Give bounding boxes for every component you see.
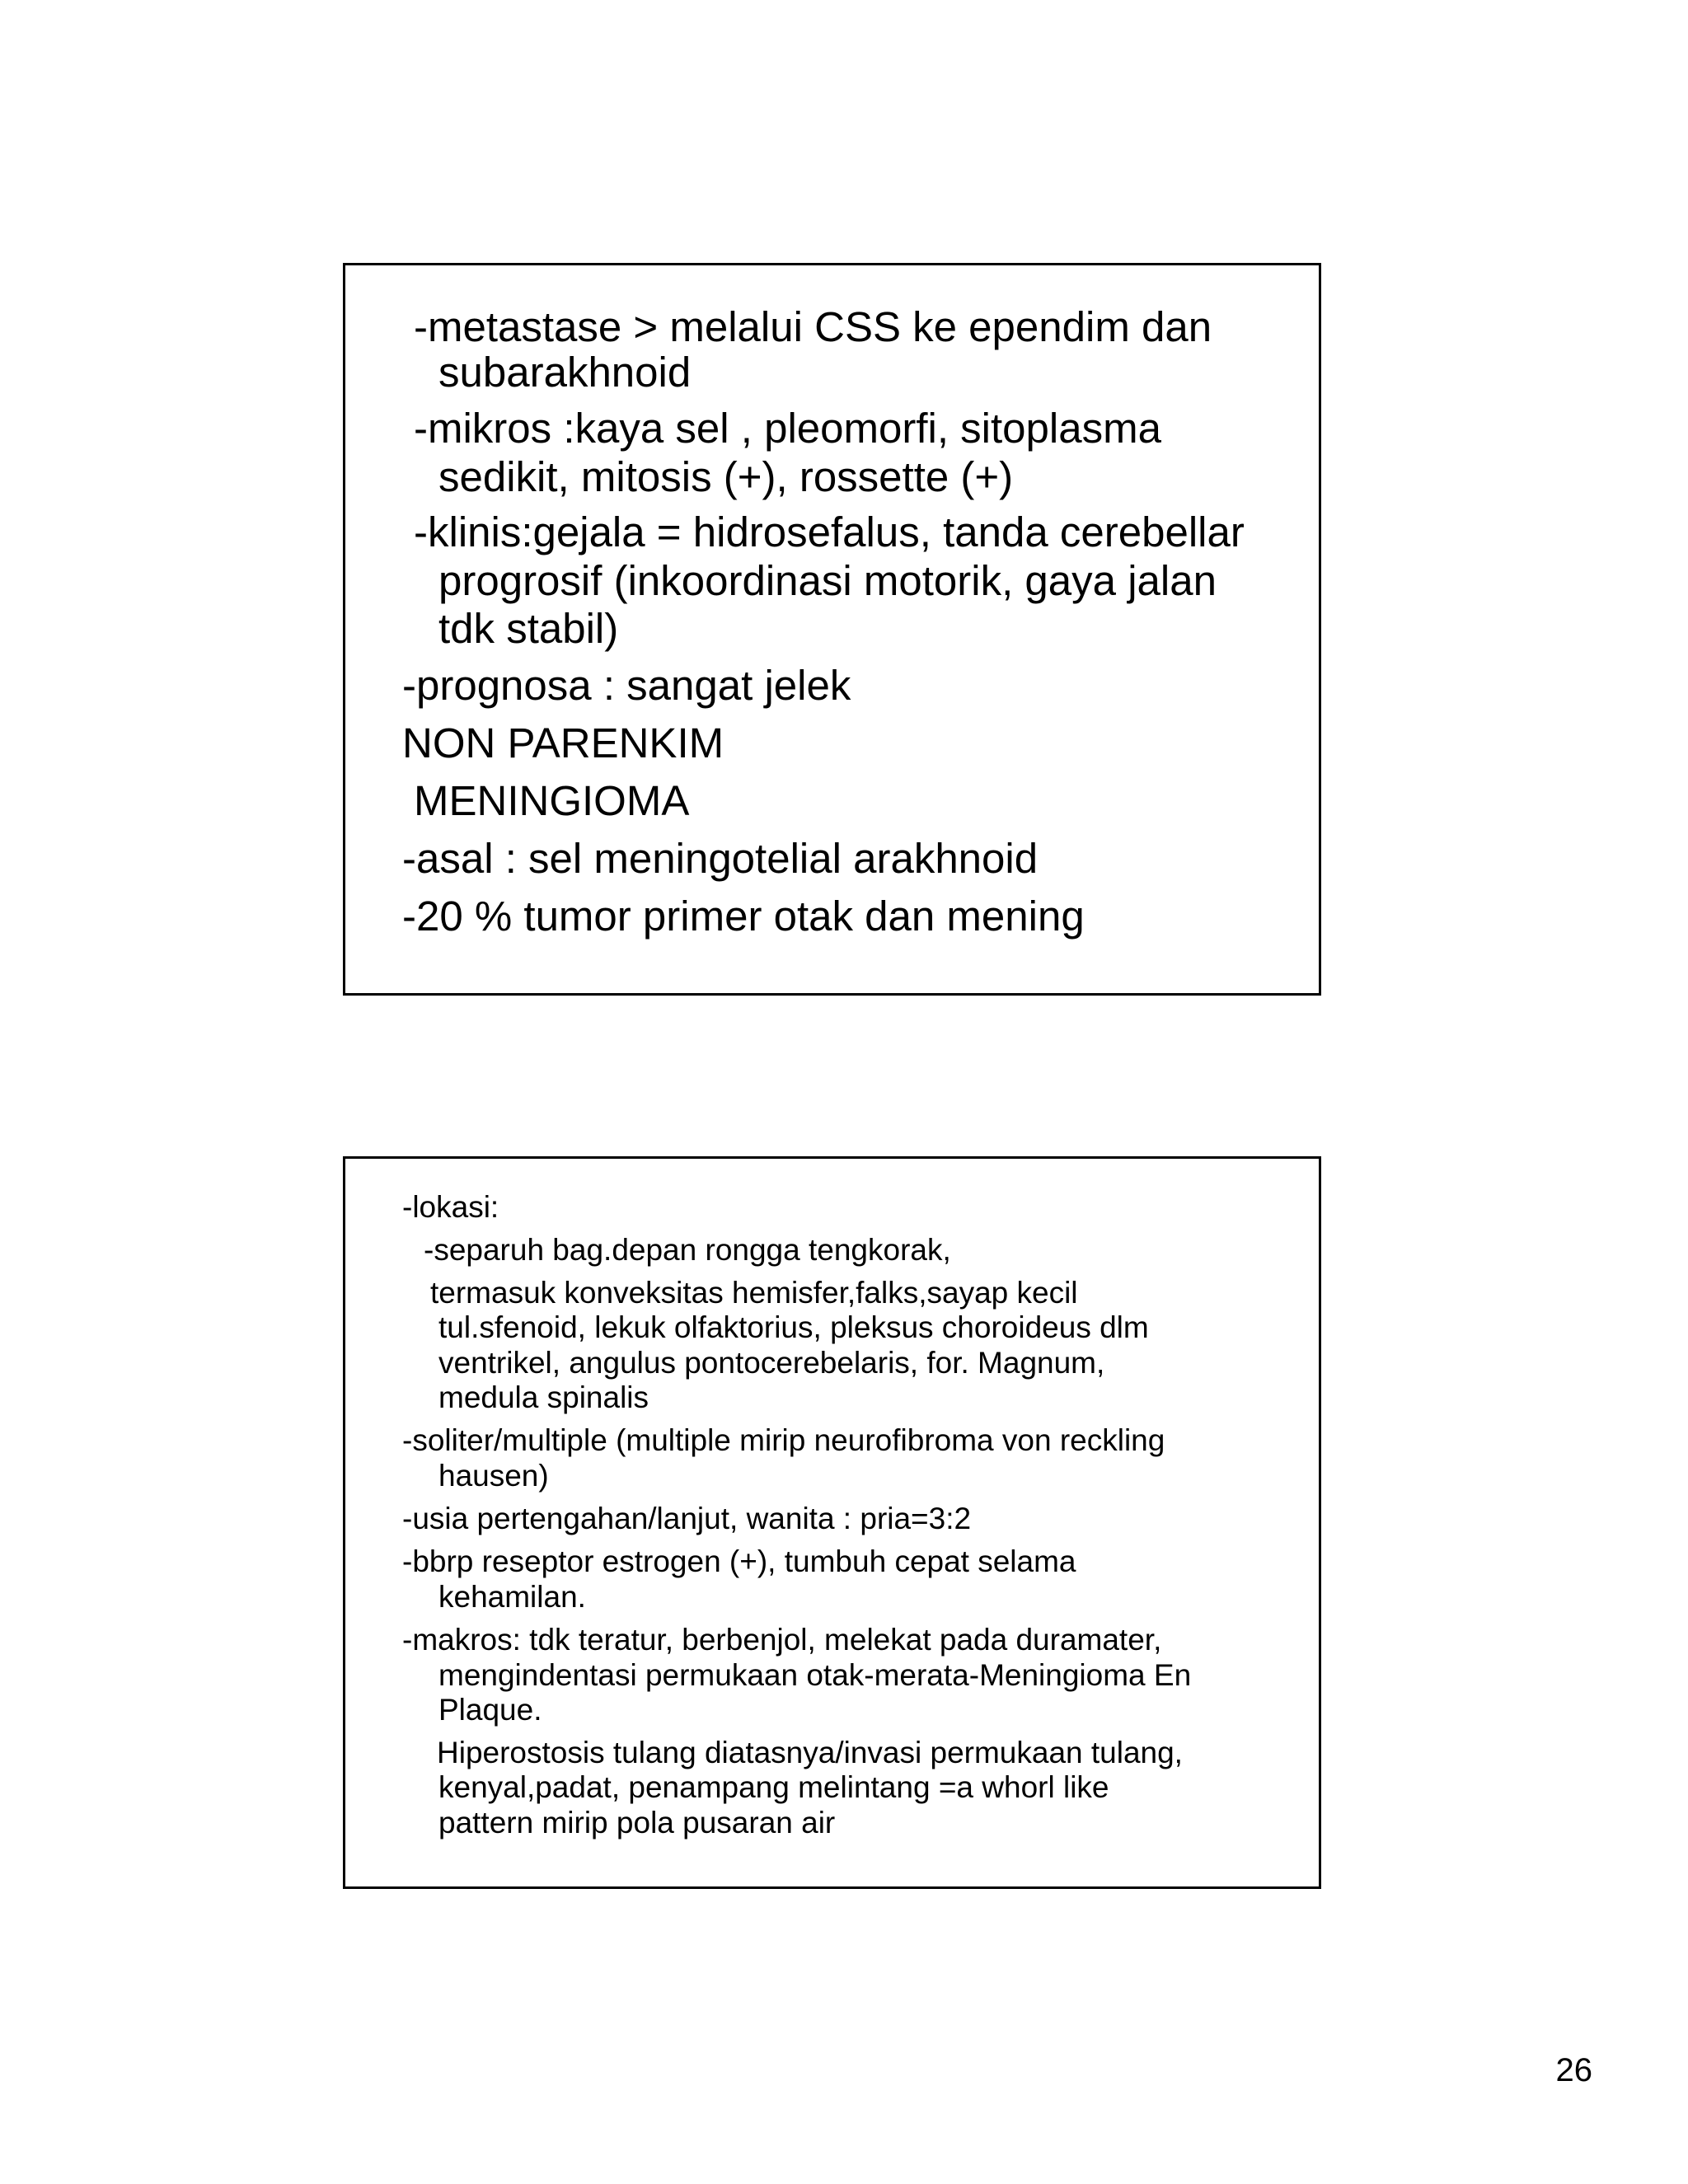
slide-1-line-6: progrosif (inkoordinasi motorik, gaya jalan bbox=[438, 557, 1217, 604]
slide-1-line-9: NON PARENKIM bbox=[402, 719, 724, 766]
slide-2-line-14: Plaque. bbox=[438, 1693, 542, 1727]
slide-2-line-1: -lokasi: bbox=[402, 1190, 499, 1224]
slide-2 bbox=[343, 1156, 1321, 1889]
slide-2-line-11: kehamilan. bbox=[438, 1580, 586, 1614]
slide-2-line-3: termasuk konveksitas hemisfer,falks,sayap kecil bbox=[430, 1276, 1078, 1310]
slide-2-line-12: -makros: tdk teratur, berbenjol, melekat pada duramater, bbox=[402, 1623, 1162, 1657]
slide-2-line-8: hausen) bbox=[438, 1459, 549, 1493]
slide-2-line-9: -usia pertengahan/lanjut, wanita : pria=3:2 bbox=[402, 1502, 972, 1535]
slide-2-line-2: -separuh bag.depan rongga tengkorak, bbox=[424, 1233, 951, 1267]
slide-2-line-13: mengindentasi permukaan otak-merata-Meningioma En bbox=[438, 1658, 1192, 1692]
slide-1-line-4: sedikit, mitosis (+), rossette (+) bbox=[438, 453, 1014, 500]
slide-1-line-10: MENINGIOMA bbox=[414, 777, 690, 824]
slide-2-line-10: -bbrp reseptor estrogen (+), tumbuh cepat selama bbox=[402, 1544, 1076, 1578]
page-number: 26 bbox=[1555, 2052, 1592, 2088]
slide-1-line-2: subarakhnoid bbox=[438, 349, 692, 396]
slide-2-line-6: medula spinalis bbox=[438, 1380, 649, 1414]
slide-1-line-11: -asal : sel meningotelial arakhnoid bbox=[402, 835, 1039, 882]
slide-1-line-5: -klinis:gejala = hidrosefalus, tanda cerebellar bbox=[414, 509, 1245, 555]
slide-1 bbox=[343, 263, 1321, 996]
slide-2-line-16: kenyal,padat, penampang melintang =a whorl like bbox=[438, 1770, 1109, 1804]
slide-1-line-3: -mikros :kaya sel , pleomorfi, sitoplasma bbox=[414, 405, 1161, 452]
slide-2-line-17: pattern mirip pola pusaran air bbox=[438, 1806, 836, 1840]
slide-2-line-5: ventrikel, angulus pontocerebelaris, for. Magnum, bbox=[438, 1346, 1105, 1380]
slide-1-line-12: -20 % tumor primer otak dan mening bbox=[402, 893, 1085, 940]
slide-2-line-7: -soliter/multiple (multiple mirip neurofibroma von reckling bbox=[402, 1423, 1165, 1457]
slide-2-line-15: Hiperostosis tulang diatasnya/invasi permukaan tulang, bbox=[437, 1736, 1183, 1769]
slide-1-line-8: -prognosa : sangat jelek bbox=[402, 662, 851, 709]
slide-1-line-7: tdk stabil) bbox=[438, 605, 619, 652]
slide-1-line-1: -metastase > melalui CSS ke ependim dan bbox=[414, 303, 1212, 350]
slide-2-line-4: tul.sfenoid, lekuk olfaktorius, pleksus choroideus dlm bbox=[438, 1310, 1149, 1344]
